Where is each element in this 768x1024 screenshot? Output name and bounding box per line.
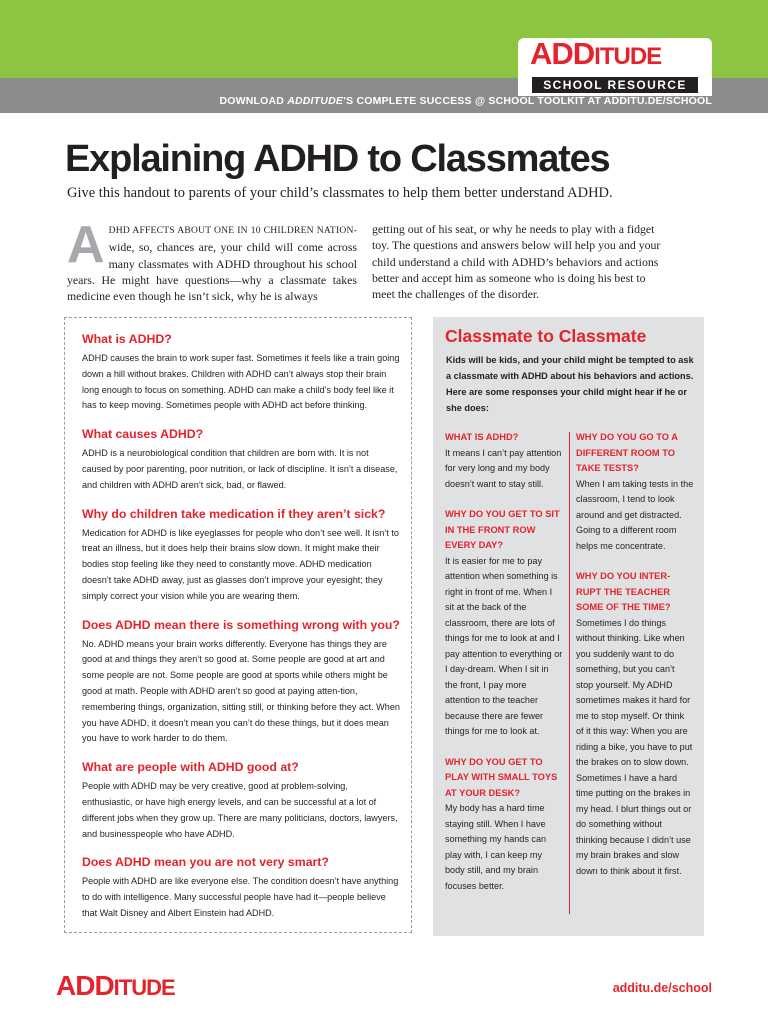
faq-section (82, 332, 400, 935)
footer-logo-big: ADD (56, 970, 114, 1001)
sidebar-answer: It means I can’t pay attention for very long and my body doesn’t want to stay still. (445, 447, 562, 489)
faq-answer: ADHD causes the brain to work super fast. Sometimes it feels like a train going down a hill without brakes. Children with ADHD can’t always stop their brain long enough to focus on something. ADHD can make a child’s body feel like it has to keep moving. Sometimes people with ADHD act before thinking. (82, 353, 400, 411)
faq-question: Why do children take medication if they aren’t sick? (82, 506, 386, 521)
footer-logo (56, 970, 175, 1002)
intro-smallcaps: DHD AFFECTS ABOUT ONE IN 10 CHILDREN NATION- (108, 225, 357, 236)
faq-question: What are people with ADHD good at? (82, 760, 299, 775)
faq-answer: People with ADHD may be very creative, good at problem-solving, enthusiastic, or have high energy levels, and can be successful at a lot of different jobs when they grow up. There are many politicians, doctors, lawyers, and businesspeople who have ADHD. (82, 781, 398, 839)
sidebar-answer: When I am taking tests in the classroom, I tend to look around and get distracted. Going to a different room helps me concentrate. (576, 478, 694, 551)
faq-item (82, 760, 400, 842)
page-subtitle: Give this handout to parents of your child’s classmates to help them better understand ADHD. (67, 185, 613, 201)
faq-answer: No. ADHD means your brain works differently. Everyone has things they are good at and things they aren’t so good at. Some people are good at art and some people are not. Some people are good at sports while others might be good at math. People with ADHD aren’t so good at paying atten-tion, remembering things, organization, sitting still, or thinking before they act. When you have ADHD, it doesn’t mean you can’t do these things, but it does mean you have to work harder to do them. (82, 638, 400, 744)
sidebar-right-column (576, 430, 694, 894)
logo-small: ITUDE (594, 43, 662, 70)
faq-answer: Medication for ADHD is like eyeglasses for people who don’t see well. It isn’t to treat an illness, but it does help their brains slow down. It might make their bodies stop feeling like they need to constantly move. ADHD medication doesn’t take ADHD away, just as glasses don’t improve your eyesight; they simply correct your vision while you are wearing them. (82, 527, 399, 601)
sidebar-title: Classmate to Classmate (445, 326, 647, 346)
faq-question: Does ADHD mean you are not very smart? (82, 855, 329, 870)
logo-big: ADD (530, 36, 595, 71)
intro-right-column: getting out of his seat, or why he needs to play with a fidget toy. The questions and answers below will help you and your child understand a child with ADHD’s behaviors and actions better and accept him as someone who is doing his best to meet the challenges of the disorder. (372, 222, 661, 302)
logo-tagline: SCHOOL RESOURCE (532, 77, 698, 93)
faq-item (82, 427, 400, 493)
sidebar-question: WHY DO YOU INTER-RUPT THE TEACHER SOME OF THE TIME? (576, 571, 671, 612)
intro-left-text: wide, so, chances are, your child will come across many classmates with ADHD throughout his school years. He might have questions—why a classmate takes medicine even though he isn’t sick, why he is always (67, 240, 357, 304)
faq-answer: ADHD is a neurobiological condition that children are born with. It is not caused by poor parenting, poor nutrition, or lack of discipline. It isn’t a disease, and children with ADHD aren’t sick, bad, or flawed. (82, 448, 398, 490)
download-banner (219, 95, 712, 107)
download-prefix: DOWNLOAD (219, 95, 288, 107)
sidebar-question: WHY DO YOU GET TO SIT IN THE FRONT ROW EVERY DAY? (445, 509, 560, 550)
sidebar-divider (569, 432, 570, 914)
sidebar-answer: My body has a hard time staying still. When I have something my hands can play with, I can keep my body still, and my brain focuses better. (445, 803, 547, 891)
faq-answer: People with ADHD are like everyone else. The condition doesn’t have anything to do with intelligence. Many successful people have had it—people believe that Walt Disney and Albert Einstein had ADHD. (82, 876, 399, 918)
sidebar-question: WHAT IS ADHD? (445, 432, 519, 442)
sidebar-left-column (445, 430, 563, 909)
faq-question: What is ADHD? (82, 332, 172, 346)
page-title: Explaining ADHD to Classmates (65, 138, 610, 180)
drop-cap: A (67, 216, 105, 274)
download-suffix: ’S COMPLETE SUCCESS @ SCHOOL TOOLKIT AT ADDITU.DE/SCHOOL (343, 95, 712, 107)
footer-logo-small: ITUDE (113, 975, 175, 1000)
download-brand: ADDITUDE (287, 95, 344, 107)
additude-logo (530, 36, 661, 72)
sidebar-intro: Kids will be kids, and your child might be tempted to ask a classmate with ADHD about his behaviors and actions. Here are some responses your child might hear if he or she does: (446, 355, 694, 413)
sidebar-answer: Sometimes I do things without thinking. Like when you suddenly want to do something, but you can’t stop yourself. My ADHD sometimes makes it hard for me to stop myself. Or think of it this way: When you are riding a bike, you have to put the brakes on to slow down. Sometimes I have a hard time putting on the brakes in my head. I blurt things out or do something without thinking because I didn’t use my brain brakes and slow down to think about it first. (576, 617, 693, 876)
faq-item (82, 618, 400, 748)
faq-question: What causes ADHD? (82, 427, 204, 442)
sidebar-question: WHY DO YOU GO TO A DIFFERENT ROOM TO TAKE TESTS? (576, 432, 678, 473)
faq-question: Does ADHD mean there is something wrong with you? (82, 617, 400, 632)
sidebar-answer: It is easier for me to pay attention when something is right in front of me. When I sit at the back of the classroom, there are lots of things for me to look at and I pay attention to everything or I day-dream. When I sit in the front, I pay more attention to the teacher because there are fewer things for me to look at. (445, 555, 563, 736)
sidebar-question: WHY DO YOU GET TO PLAY WITH SMALL TOYS AT YOUR DESK? (445, 756, 558, 798)
faq-item (82, 855, 400, 921)
faq-item (82, 332, 400, 414)
intro-left-column (67, 216, 357, 304)
footer-url-link[interactable]: additu.de/school (612, 981, 712, 995)
faq-item (82, 507, 400, 605)
